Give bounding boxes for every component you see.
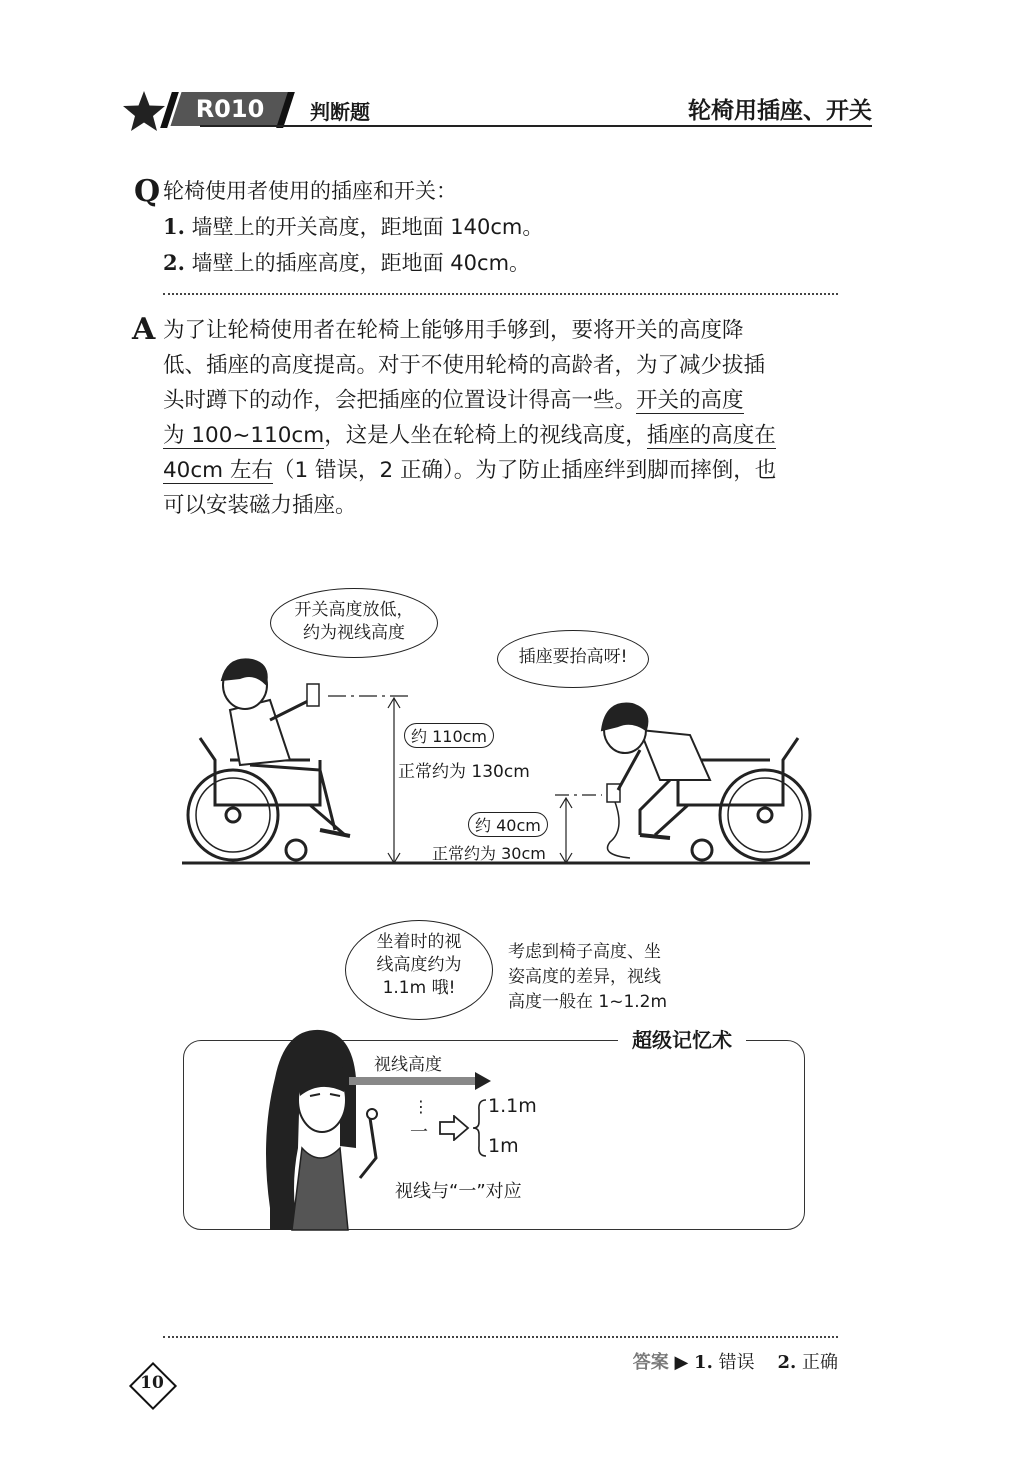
sight-arrow-icon: [345, 1072, 495, 1092]
question-item-1-text: 墙壁上的开关高度，距地面 140cm。: [191, 215, 544, 239]
memory-value-high: 1.1m: [488, 1095, 537, 1117]
memory-value-low: 1m: [488, 1135, 519, 1157]
header-code: R010: [195, 95, 265, 123]
bubble-switch-line-1: 开关高度放低，: [294, 600, 414, 620]
label-switch-height: 约 110cm: [404, 723, 494, 748]
question-text: 轮椅使用者使用的插座和开关：: [163, 179, 457, 203]
header-title: 轮椅用插座、开关: [688, 98, 872, 124]
answer-line-3a: 头时蹲下的动作，会把插座的位置设计得高一些。: [163, 388, 637, 413]
note-text: [508, 940, 667, 1015]
memory-sight-label: 视线高度: [374, 1055, 442, 1075]
answer-line-5: [163, 453, 843, 488]
label-outlet-height: 约 40cm: [468, 812, 548, 837]
answer-line-5-underline: 40cm 左右: [163, 458, 273, 483]
answer-line-4-underline: 为 100~110cm: [163, 423, 325, 448]
label-outlet-normal: 正常约为 30cm: [432, 844, 546, 863]
answer-1-num: 1.: [694, 1352, 713, 1373]
answer-arrow-icon: ▶: [674, 1352, 689, 1373]
question-divider: [163, 293, 838, 295]
bubble-switch-line-2: 约为视线高度: [303, 623, 405, 643]
answer-2-text: 正确: [802, 1352, 838, 1373]
footer-answer: [633, 1348, 838, 1374]
note-line-2: 姿高度的差异，视线: [508, 967, 661, 987]
answer-1-text: 错误: [718, 1352, 755, 1373]
answer-mark: A: [132, 312, 156, 347]
answer-line-4-underline-2: 插座的高度在: [646, 423, 776, 448]
answer-line-2: 低、插座的高度提高。对于不使用轮椅的高龄者，为了减少拔插: [163, 353, 766, 378]
label-switch-normal: 正常约为 130cm: [398, 762, 530, 782]
bubble-woman: [345, 920, 493, 1020]
header-star-icon: [122, 90, 166, 132]
memory-caption: 视线与“一”对应: [395, 1181, 522, 1202]
answer-line-5b: （1 错误，2 正确）。为了防止插座绊到脚而摔倒，也: [272, 458, 777, 483]
answer-paragraph: [163, 313, 843, 523]
answer-label: 答案: [632, 1352, 669, 1373]
answer-line-4: [163, 418, 843, 453]
page-number: 10: [140, 1373, 164, 1393]
question-mark: Q: [134, 174, 161, 209]
answer-line-6: 可以安装磁力插座。: [163, 493, 357, 518]
question-item-1: [163, 211, 543, 241]
note-line-3: 高度一般在 1~1.2m: [508, 992, 668, 1012]
memory-dots: ⋮: [413, 1097, 429, 1116]
bubble-outlet: 插座要抬高呀!: [497, 630, 649, 688]
note-line-1: 考虑到椅子高度、坐: [508, 942, 661, 962]
question-item-2: [163, 247, 530, 277]
bubble-woman-line-3: 1.1m 哦!: [382, 978, 456, 998]
question-item-2-num: 2.: [163, 250, 185, 275]
answer-line-3: [163, 383, 843, 418]
question-item-2-text: 墙壁上的插座高度，距地面 40cm。: [191, 251, 531, 275]
question-item-1-num: 1.: [163, 214, 185, 239]
header-type: 判断题: [310, 100, 370, 124]
answer-2-num: 2.: [777, 1352, 797, 1373]
memory-dash: 一: [410, 1122, 428, 1143]
footer-divider: [163, 1336, 838, 1338]
left-person-icon: [222, 659, 350, 836]
memory-arrow-icon: [438, 1115, 470, 1141]
answer-line-1: 为了让轮椅使用者在轮椅上能够用手够到，要将开关的高度降: [163, 318, 744, 343]
bubble-woman-line-2: 线高度约为: [376, 955, 462, 975]
bubble-switch: [270, 588, 438, 658]
header-rule: [200, 125, 872, 127]
bubble-woman-line-1: 坐着时的视: [376, 932, 462, 952]
memory-title: 超级记忆术: [618, 1024, 746, 1053]
answer-line-4b: ，这是人坐在轮椅上的视线高度，: [324, 423, 647, 448]
answer-line-3-underline: 开关的高度: [636, 388, 744, 413]
